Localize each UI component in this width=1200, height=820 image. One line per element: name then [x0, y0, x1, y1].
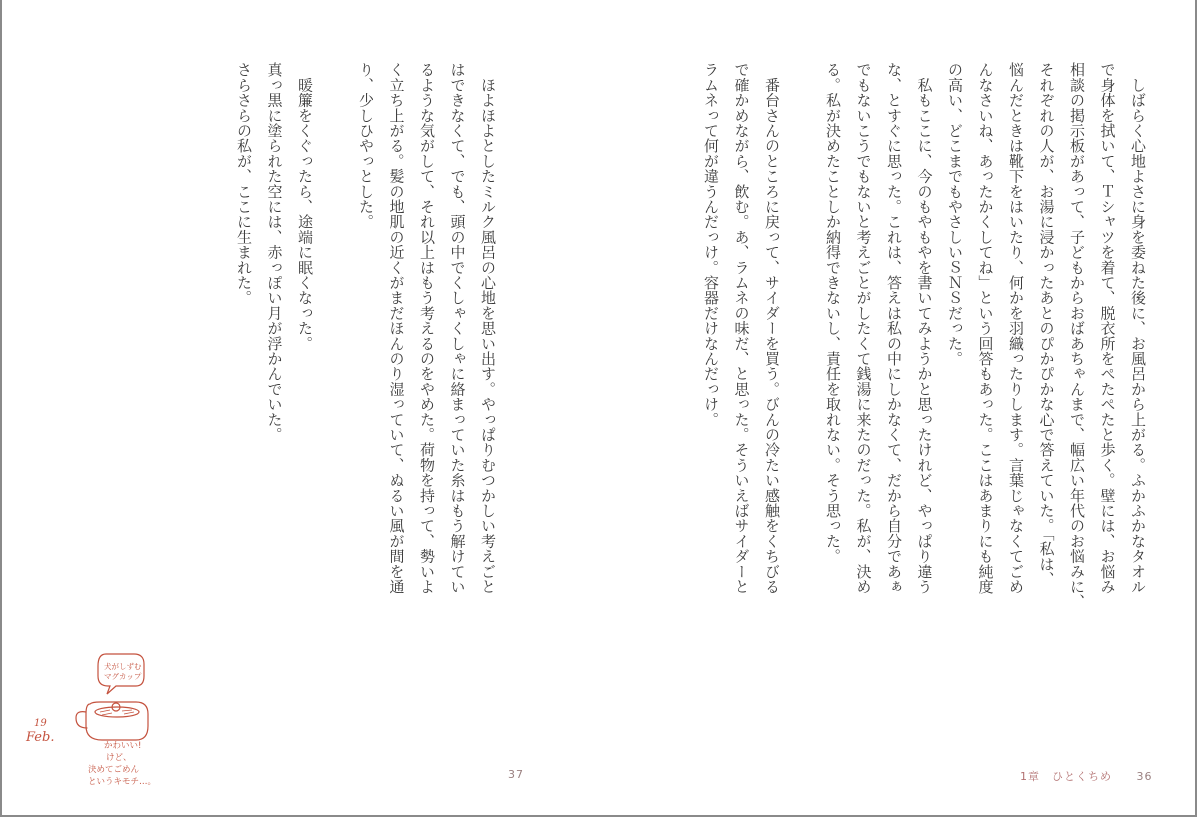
right-page-footer	[1020, 768, 1153, 784]
text-column: で身体を拭いて、Ｔシャツを着て、脱衣所をぺたぺたと歩く。壁には、お悩み	[1098, 62, 1117, 594]
caption-line: けど、	[106, 753, 132, 763]
text-column: るような気がして、それ以上はもう考えるのをやめた。荷物を持って、勢いよ	[418, 62, 436, 594]
caption-line: 決めてごめん	[88, 765, 140, 775]
date-day: 19	[34, 718, 47, 729]
text-column: で確かめながら、飲む。あ、ラムネの味だ、と思った。そういえばサイダーと	[732, 62, 751, 594]
text-column: それぞれの人が、お湯に浸かったあとのぴかぴかな心で答えていた。「私は、	[1037, 62, 1056, 587]
text-column: んなさいね、あったかくしてね」という回答もあった。ここはあまりにも純度	[976, 62, 995, 594]
text-column: ほよほよとしたミルク風呂の心地を思い出す。やっぱりむつかしい考えごと	[479, 62, 497, 594]
mug-body	[86, 702, 148, 740]
mug-illustration	[20, 648, 200, 798]
mug-handle	[76, 712, 87, 728]
bubble-line-2: マグカップ	[104, 672, 142, 681]
bubble-line-1: 犬がしずむ	[104, 662, 142, 671]
illustration-caption	[88, 740, 156, 788]
left-page-footer	[508, 768, 524, 781]
caption-line: というキモチ…。	[88, 777, 157, 787]
chapter-title: 1章 ひとくちめ	[1020, 770, 1112, 783]
text-column: でもないこうでもないと考えごとがしたくて銭湯に来たのだった。私が、決め	[854, 62, 873, 594]
text-column: り、少しひやっとした。	[357, 62, 375, 230]
page-number-36: 36	[1136, 770, 1153, 783]
page-number-37: 37	[508, 768, 524, 781]
text-column: 相談の掲示板があって、子どもからおばあちゃんまで、幅広い年代のお悩みに、	[1068, 62, 1086, 610]
bubble-text	[104, 662, 142, 682]
text-column: さらさらの私が、ここに生まれた。	[235, 62, 253, 306]
text-column: 暖簾をくぐったら、途端に眠くなった。	[296, 62, 314, 351]
caption-line: かわいい!	[104, 741, 142, 751]
text-column: く立ち上がる。髪の地肌の近くがまだほんのり湿っていて、ぬるい風が間を通	[387, 62, 406, 594]
text-column: の高い、どこまでもやさしいＳＮＳだった。	[946, 62, 964, 366]
text-column: ラムネって何が違うんだっけ。容器だけなんだっけ。	[702, 62, 720, 427]
text-column: 真っ黒に塗られた空には、赤っぽい月が浮かんでいた。	[265, 62, 284, 442]
text-column: な、とすぐに思った。これは、答えは私の中にしかなくて、だから自分であぁ	[885, 62, 903, 594]
text-column: る。私が決めたことしか納得できないし、責任を取れない。そう思った。	[824, 62, 842, 564]
date-month: Feb.	[26, 730, 55, 745]
text-column: はできなくて、でも、頭の中でくしゃくしゃに絡まっていた糸はもう解けてい	[448, 62, 467, 594]
text-column: 番台さんのところに戻って、サイダーを買う。びんの冷たい感触をくちびる	[763, 62, 781, 594]
text-column: 私もここに、今のもやもやを書いてみようかと思ったけれど、やっぱり違う	[915, 62, 934, 594]
text-column: 悩んだときは靴下をはいたり、何かを羽織ったりします。言葉じゃなくてごめ	[1007, 62, 1025, 594]
text-column: しばらく心地よさに身を委ねた後に、お風呂から上がる。ふかふかなタオル	[1129, 62, 1147, 594]
